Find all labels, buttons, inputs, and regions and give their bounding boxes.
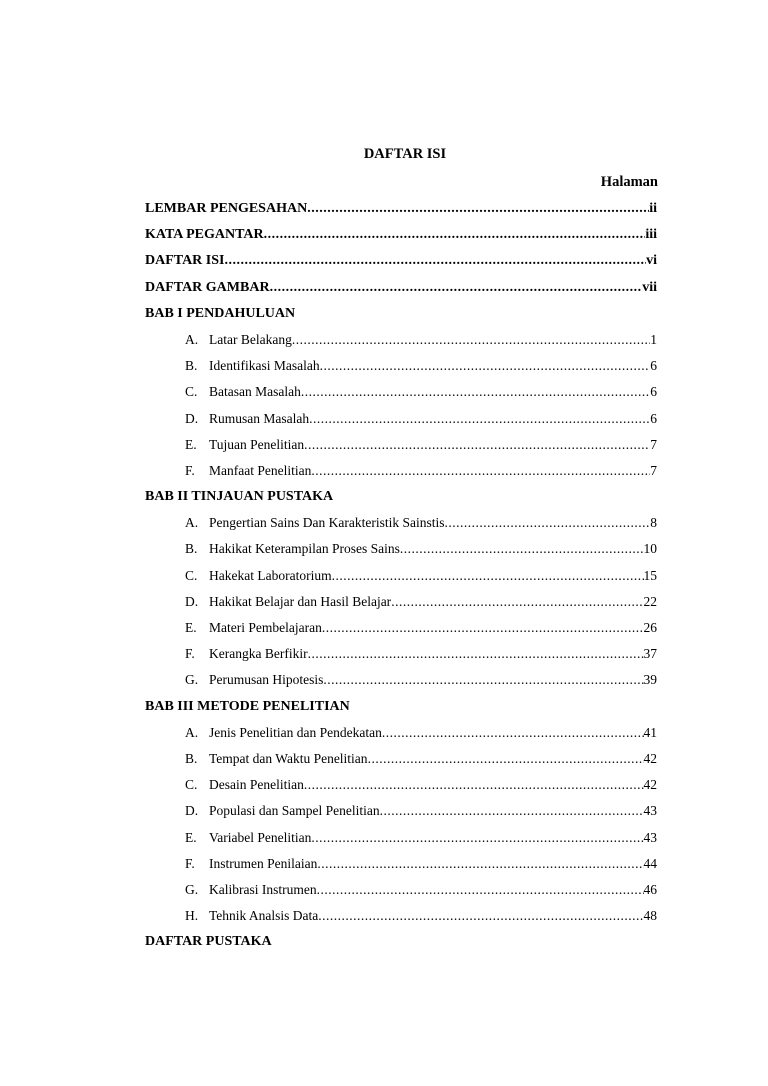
toc-entry — [145, 251, 657, 277]
toc-subentry-letter: G. — [185, 672, 199, 688]
toc-subentry — [145, 828, 657, 854]
toc-subentry-label: Latar Belakang — [209, 331, 292, 347]
toc-subentry-label: Hakikat Belajar dan Hasil Belajar — [209, 593, 392, 609]
toc-page-number: 6 — [650, 410, 657, 426]
chapter-heading: DAFTAR PUSTAKA — [145, 934, 272, 950]
toc-subentry — [145, 670, 657, 696]
toc-subentry — [145, 749, 657, 775]
leader-dots — [304, 775, 644, 795]
toc-subentry-letter: F. — [185, 462, 195, 478]
toc-page-number: 26 — [643, 620, 657, 635]
leader-dots — [382, 723, 644, 743]
leader-dots — [400, 539, 644, 559]
toc-entry-label: DAFTAR ISI — [145, 253, 225, 269]
toc-subentry — [145, 330, 657, 356]
toc-subentry-letter: B. — [185, 358, 198, 374]
toc-subentry-label: Identifikasi Masalah — [209, 358, 320, 374]
toc-subentry-letter: E. — [185, 829, 197, 845]
toc-page-number: 7 — [650, 462, 657, 478]
chapter-heading: BAB II TINJAUAN PUSTAKA — [145, 489, 334, 505]
toc-entry — [145, 199, 657, 225]
toc-subentry-letter: C. — [185, 384, 198, 400]
toc-subentry — [145, 592, 657, 618]
toc-page-number: ii — [649, 201, 657, 216]
leader-dots — [311, 828, 643, 848]
toc-subentry-label: Kerangka Berfikir — [209, 646, 308, 662]
toc-subentry — [145, 880, 657, 906]
leader-dots — [264, 225, 646, 245]
toc-subentry-label: Populasi dan Sampel Penelitian — [209, 803, 380, 819]
toc-subentry-letter: E. — [185, 436, 197, 452]
toc-subentry-letter: D. — [185, 593, 199, 609]
toc-page-number: 39 — [643, 672, 657, 688]
toc-subentry — [145, 854, 657, 880]
toc-subentry-label: Instrumen Penilaian — [209, 855, 318, 871]
toc-page-number: 37 — [643, 646, 657, 662]
leader-dots — [444, 513, 650, 533]
toc-subentry — [145, 618, 657, 644]
toc-subentry — [145, 723, 657, 749]
toc-subentry-label: Desain Penelitian — [209, 777, 304, 793]
leader-dots — [270, 278, 643, 298]
leader-dots — [224, 251, 646, 271]
toc-subentry-label: Kalibrasi Instrumen — [209, 881, 317, 897]
leader-dots — [308, 644, 644, 664]
toc-page-number: 8 — [650, 515, 657, 531]
toc-entry-label: KATA PEGANTAR — [145, 227, 264, 243]
leader-dots — [323, 670, 643, 690]
toc-page-number: 48 — [643, 908, 657, 924]
toc-page-number: 42 — [643, 750, 657, 766]
leader-dots — [380, 801, 644, 821]
toc-subentry — [145, 435, 657, 461]
toc-subentry — [145, 801, 657, 827]
toc-subentry-label: Tujuan Penelitian — [209, 436, 305, 452]
toc-subentry-label: Batasan Masalah — [209, 384, 301, 400]
leader-dots — [317, 854, 643, 874]
table-of-contents — [145, 199, 657, 958]
chapter-heading: BAB III METODE PENELITIAN — [145, 698, 350, 714]
leader-dots — [311, 461, 650, 481]
leader-dots — [292, 330, 650, 350]
toc-subentry — [145, 906, 657, 932]
toc-page-number: 43 — [643, 803, 657, 819]
toc-subentry-label: Pengertian Sains Dan Karakteristik Sainstis — [209, 515, 445, 531]
toc-subentry-label: Jenis Penelitian dan Pendekatan — [209, 724, 382, 740]
page-column-header: Halaman — [600, 174, 658, 190]
toc-subentry — [145, 461, 657, 487]
toc-subentry-label: Hakikat Keterampilan Proses Sains — [209, 541, 400, 557]
toc-subentry — [145, 566, 657, 592]
toc-page-number: 7 — [650, 436, 657, 452]
leader-dots — [368, 749, 644, 769]
toc-subentry-letter: H. — [185, 908, 199, 924]
toc-subentry-letter: B. — [185, 750, 198, 766]
toc-subentry-letter: F. — [185, 646, 195, 662]
leader-dots — [304, 435, 650, 455]
toc-subentry-letter: D. — [185, 410, 199, 426]
leader-dots — [301, 382, 650, 402]
toc-subentry-letter: G. — [185, 881, 199, 897]
toc-subentry-label: Materi Pembelajaran — [209, 620, 322, 635]
toc-entry — [145, 225, 657, 251]
toc-page-number: 15 — [643, 567, 657, 583]
leader-dots — [391, 592, 643, 612]
toc-page-number: 22 — [643, 593, 657, 609]
toc-entry-label: DAFTAR GAMBAR — [145, 279, 270, 295]
leader-dots — [307, 199, 649, 219]
leader-dots — [322, 618, 644, 638]
toc-page-number: iii — [645, 227, 657, 243]
toc-page-number: 46 — [643, 881, 657, 897]
toc-page-number: 6 — [650, 384, 657, 400]
toc-page-number: vi — [646, 253, 657, 269]
toc-page-number: 43 — [643, 829, 657, 845]
toc-subentry-label: Hakekat Laboratorium — [209, 567, 332, 583]
toc-entry-label: LEMBAR PENGESAHAN — [145, 201, 308, 216]
toc-page-number: 1 — [650, 331, 657, 347]
toc-page-number: 10 — [643, 541, 657, 557]
leader-dots — [309, 409, 650, 429]
toc-page-number: vii — [642, 279, 657, 295]
toc-page-number: 42 — [643, 777, 657, 793]
toc-page-number: 41 — [643, 724, 657, 740]
toc-subentry-letter: C. — [185, 777, 198, 793]
toc-page-number: 44 — [643, 855, 657, 871]
leader-dots — [317, 880, 644, 900]
toc-entry — [145, 278, 657, 304]
toc-page-number: 6 — [650, 358, 657, 374]
leader-dots — [332, 566, 644, 586]
toc-subentry — [145, 539, 657, 565]
toc-subentry-letter: F. — [185, 855, 195, 871]
toc-subentry-letter: D. — [185, 803, 199, 819]
toc-subentry-label: Perumusan Hipotesis — [209, 672, 324, 688]
toc-subentry — [145, 356, 657, 382]
toc-subentry-letter: E. — [185, 620, 197, 635]
toc-subentry-label: Rumusan Masalah — [209, 410, 310, 426]
toc-subentry-letter: A. — [185, 331, 199, 347]
toc-subentry — [145, 775, 657, 801]
toc-subentry-letter: B. — [185, 541, 198, 557]
leader-dots — [318, 906, 643, 926]
toc-subentry — [145, 513, 657, 539]
toc-subentry — [145, 409, 657, 435]
chapter-heading: BAB I PENDAHULUAN — [145, 305, 296, 321]
toc-subentry — [145, 382, 657, 408]
toc-subentry-letter: C. — [185, 567, 198, 583]
toc-subentry-letter: A. — [185, 515, 199, 531]
toc-subentry-label: Manfaat Penelitian — [209, 462, 312, 478]
toc-subentry-letter: A. — [185, 724, 199, 740]
toc-subentry-label: Variabel Penelitian — [209, 829, 312, 845]
page-title: DAFTAR ISI — [363, 146, 447, 162]
leader-dots — [320, 356, 651, 376]
toc-subentry-label: Tempat dan Waktu Penelitian — [209, 750, 368, 766]
toc-subentry-label: Tehnik Analsis Data — [209, 908, 319, 924]
toc-subentry — [145, 644, 657, 670]
